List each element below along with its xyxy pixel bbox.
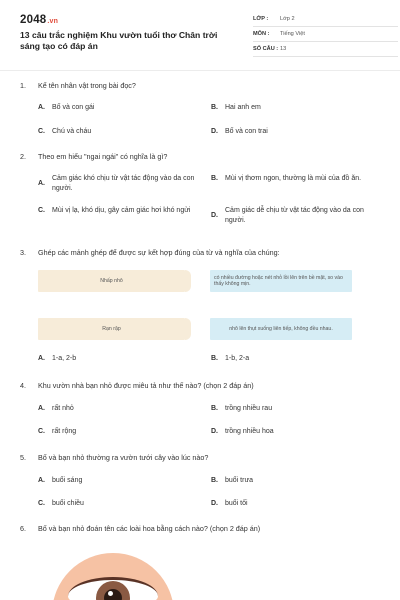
option-b[interactable]: B. Mùi vị thơm ngon, thường là mùi của đồ ăn. — [211, 175, 362, 182]
option-b[interactable]: B. Hai anh em — [211, 104, 261, 111]
match-meaning-a[interactable]: có nhiều đường hoặc nét nhỏ lồi lên trên bề mặt, so vào thấy không mịn. — [210, 270, 352, 292]
option-b[interactable]: B. 1-b, 2-a — [211, 355, 250, 362]
header-divider — [0, 70, 400, 71]
eye-illustration — [52, 553, 174, 600]
page-title: 13 câu trắc nghiệm Khu vườn tuổi thơ Chân trời sáng tạo có đáp án — [20, 30, 218, 51]
question-2: 2. Theo em hiểu "ngai ngái" có nghĩa là gì? A. Cảm giác khó chịu từ vật tác động vào da con người. B. Mùi vị thơm ngon, thường là mùi của đồ ăn. C. Mùi vị lạ, khó dịu, gây cảm giác hơi khó ngửi D. Cảm giác dễ chịu từ vật tác động vào da con người. — [20, 152, 385, 161]
question-text: Theo em hiểu "ngai ngái" có nghĩa là gì? — [38, 152, 168, 161]
question-text: Kể tên nhân vật trong bài đọc? — [38, 81, 136, 90]
question-3: 3. Ghép các mảnh ghép để được sự kết hợp đúng của từ và nghĩa của chúng: — [20, 248, 280, 257]
match-word-2[interactable]: Rạn rập — [38, 318, 185, 340]
match-word-1[interactable]: Nhấp nhô — [38, 270, 185, 292]
site-logo[interactable]: 2048.vn — [20, 14, 59, 26]
question-4: 4. Khu vườn nhà bạn nhỏ được miêu tả như thế nào? (chọn 2 đáp án) A. rất nhỏ B. trồng nhiều rau C. rất rộng D. trồng nhiều hoa — [20, 381, 385, 390]
option-d[interactable]: D. Cảm giác dễ chịu từ vật tác động vào da con người. — [211, 207, 364, 224]
option-a[interactable]: A. Bố và con gái — [38, 104, 95, 111]
option-c[interactable]: C. Chú và cháu — [38, 128, 92, 135]
meta-grade: LỚP : Lớp 2 — [253, 12, 398, 27]
option-b[interactable]: B. buổi trưa — [211, 477, 254, 484]
meta-subject: MÔN : Tiếng Việt — [253, 27, 398, 42]
option-d[interactable]: D. trồng nhiều hoa — [211, 428, 274, 435]
quiz-meta — [253, 12, 398, 57]
option-c[interactable]: C. Mùi vị lạ, khó dịu, gây cảm giác hơi khó ngửi — [38, 207, 191, 214]
question-1: 1. Kể tên nhân vật trong bài đọc? A. Bố và con gái B. Hai anh em C. Chú và cháu D. Bố và con trai — [20, 81, 385, 90]
question-6: 6. Bố và bạn nhỏ đoán tên các loài hoa bằng cách nào? (chọn 2 đáp án) — [20, 524, 261, 533]
option-b[interactable]: B. trồng nhiều rau — [211, 405, 273, 412]
question-text: Khu vườn nhà bạn nhỏ được miêu tả như thế nào? (chọn 2 đáp án) — [38, 381, 254, 390]
option-a[interactable]: A. 1-a, 2-b — [38, 355, 77, 362]
match-connector — [185, 270, 191, 292]
question-text: Bố và bạn nhỏ đoán tên các loài hoa bằng cách nào? (chọn 2 đáp án) — [38, 524, 261, 533]
question-text: Bố và bạn nhỏ thường ra vườn tưới cây vào lúc nào? — [38, 453, 209, 462]
page-header — [20, 12, 382, 66]
option-c[interactable]: C. rất rộng — [38, 428, 77, 435]
match-meaning-b[interactable]: nhô lên thụt xuống liên tiếp, không đều nhau. — [210, 318, 352, 340]
question-text: Ghép các mảnh ghép để được sự kết hợp đúng của từ và nghĩa của chúng: — [38, 248, 280, 257]
match-connector — [185, 318, 191, 340]
option-a[interactable]: A. rất nhỏ — [38, 405, 74, 412]
meta-question-count: SỐ CÂU : 13 — [253, 42, 398, 57]
option-c[interactable]: C. buổi chiều — [38, 500, 84, 507]
option-d[interactable]: D. buổi tối — [211, 500, 248, 507]
question-5: 5. Bố và bạn nhỏ thường ra vườn tưới cây vào lúc nào? A. buổi sáng B. buổi trưa C. buổi chiều D. buổi tối — [20, 453, 385, 462]
option-a[interactable]: A. Cảm giác khó chịu từ vật tác động vào da con người. — [38, 175, 195, 192]
option-a[interactable]: A. buổi sáng — [38, 477, 83, 484]
option-d[interactable]: D. Bố và con trai — [211, 128, 268, 135]
